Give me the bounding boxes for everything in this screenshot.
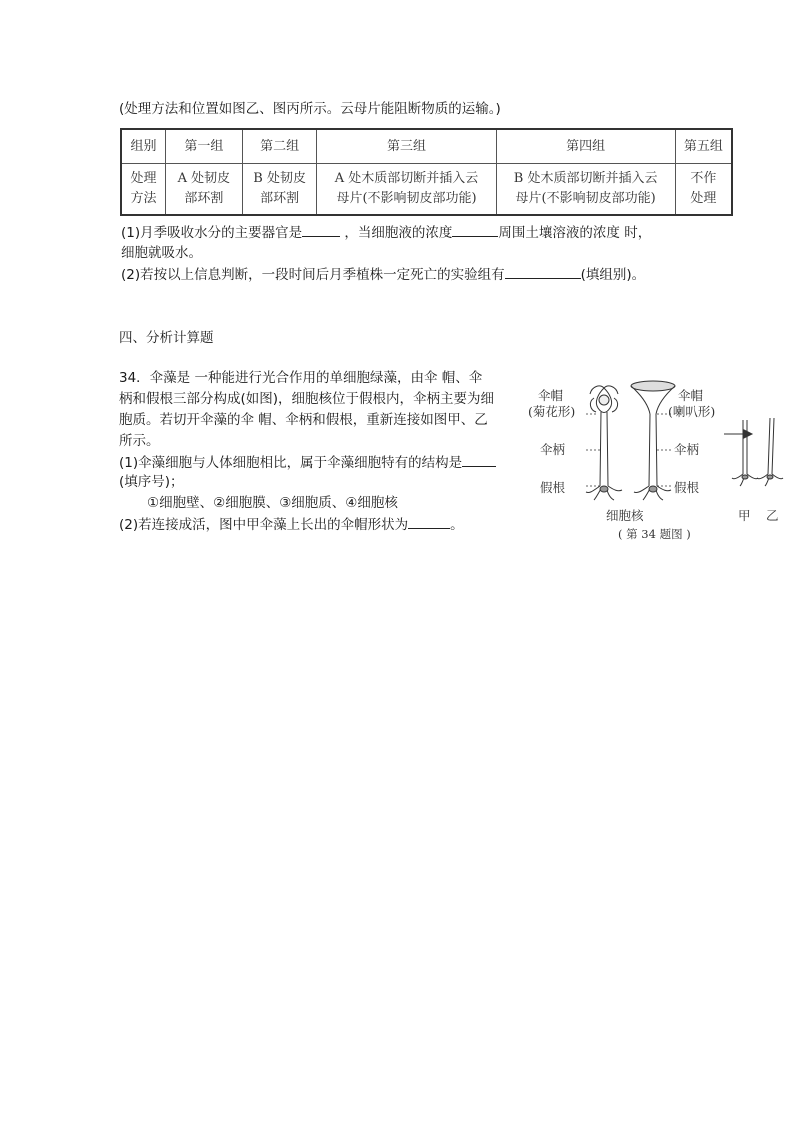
header-group-4: 第四组 xyxy=(496,129,675,164)
question-1: (1)月季吸收水分的主要器官是 ，当细胞液的浓度 周围土壤溶液的浓度 时， xyxy=(121,222,651,243)
cell-group-3: A 处木质部切断并插入云 母片(不影响韧皮部功能) xyxy=(317,164,496,216)
answer-blank-cap-shape[interactable] xyxy=(408,514,450,529)
answer-blank-groups[interactable] xyxy=(505,264,581,279)
q34-line-2: 柄和假根三部分构成(如图)，细胞核位于假根内，伞柄主要为细 xyxy=(119,391,495,407)
label-left-cap: 伞帽 xyxy=(538,388,564,403)
arrow-icon xyxy=(724,430,752,438)
question-2: (2)若按以上信息判断，一段时间后月季植株一定死亡的实验组有 (填组别)。 xyxy=(121,264,645,285)
q34-line-3: 胞质。若切开伞藻的伞 帽、伞柄和假根，重新连接如图甲、乙 xyxy=(119,412,488,428)
cell-method-label: 处理 方法 xyxy=(121,164,166,216)
answer-blank-concentration[interactable] xyxy=(452,222,498,237)
q34-sub-2: (2)若连接成活，图中甲伞藻上长出的伞帽形状为 。 xyxy=(119,514,464,535)
label-right-cap: 伞帽 xyxy=(678,388,704,403)
label-jia: 甲 xyxy=(738,508,751,523)
cell-group-1: A 处韧皮 部环割 xyxy=(166,164,243,216)
q34-line-4: 所示。 xyxy=(119,433,160,449)
answer-blank-organ[interactable] xyxy=(302,222,340,237)
cell-group-4: B 处木质部切断并插入云 母片(不影响韧皮部功能) xyxy=(496,164,675,216)
cell-group-2: B 处韧皮 部环割 xyxy=(242,164,317,216)
label-right-root: 假根 xyxy=(674,480,700,495)
label-right-stalk: 伞柄 xyxy=(674,442,700,457)
label-left-stalk: 伞柄 xyxy=(540,442,566,457)
yi-alga-drawing xyxy=(757,418,783,486)
acetabularia-figure xyxy=(528,374,790,544)
jia-alga-drawing xyxy=(732,420,758,486)
question-1-line-2: 细胞就吸水。 xyxy=(121,245,202,261)
q34-options: ①细胞壁、②细胞膜、③细胞质、④细胞核 xyxy=(147,495,398,511)
header-group-3: 第三组 xyxy=(317,129,496,164)
label-guides xyxy=(586,414,672,486)
figure-caption: ( 第 34 题图 ) xyxy=(618,527,691,541)
answer-blank-structure[interactable] xyxy=(462,452,496,467)
header-group-2: 第二组 xyxy=(242,129,317,164)
header-group: 组别 xyxy=(121,129,166,164)
q34-sub-1: (1)伞藻细胞与人体细胞相比，属于伞藻细胞特有的结构是 xyxy=(119,452,496,473)
cell-group-5: 不作 处理 xyxy=(675,164,732,216)
label-left-root: 假根 xyxy=(540,480,566,495)
right-alga-drawing xyxy=(631,381,675,500)
intro-text: (处理方法和位置如图乙、图丙所示。云母片能阻断物质的运输。) xyxy=(119,101,501,117)
header-group-5: 第五组 xyxy=(675,129,732,164)
header-group-1: 第一组 xyxy=(166,129,243,164)
label-yi: 乙 xyxy=(766,508,779,523)
section-title: 四、分析计算题 xyxy=(119,330,214,346)
label-nucleus: 细胞核 xyxy=(606,508,644,523)
table-row xyxy=(121,164,732,216)
acetabularia-illustration xyxy=(528,374,790,544)
label-right-cap-shape: (喇叭形) xyxy=(668,404,716,419)
q34-sub-1-line-2: (填序号)； xyxy=(119,474,184,490)
label-left-cap-shape: (菊花形) xyxy=(528,404,576,419)
left-alga-drawing xyxy=(586,386,622,500)
experiment-table xyxy=(120,128,733,216)
q34-line-1: 34．伞藻是 一种能进行光合作用的单细胞绿藻，由伞 帽、伞 xyxy=(119,370,483,386)
table-header-row xyxy=(121,129,732,164)
